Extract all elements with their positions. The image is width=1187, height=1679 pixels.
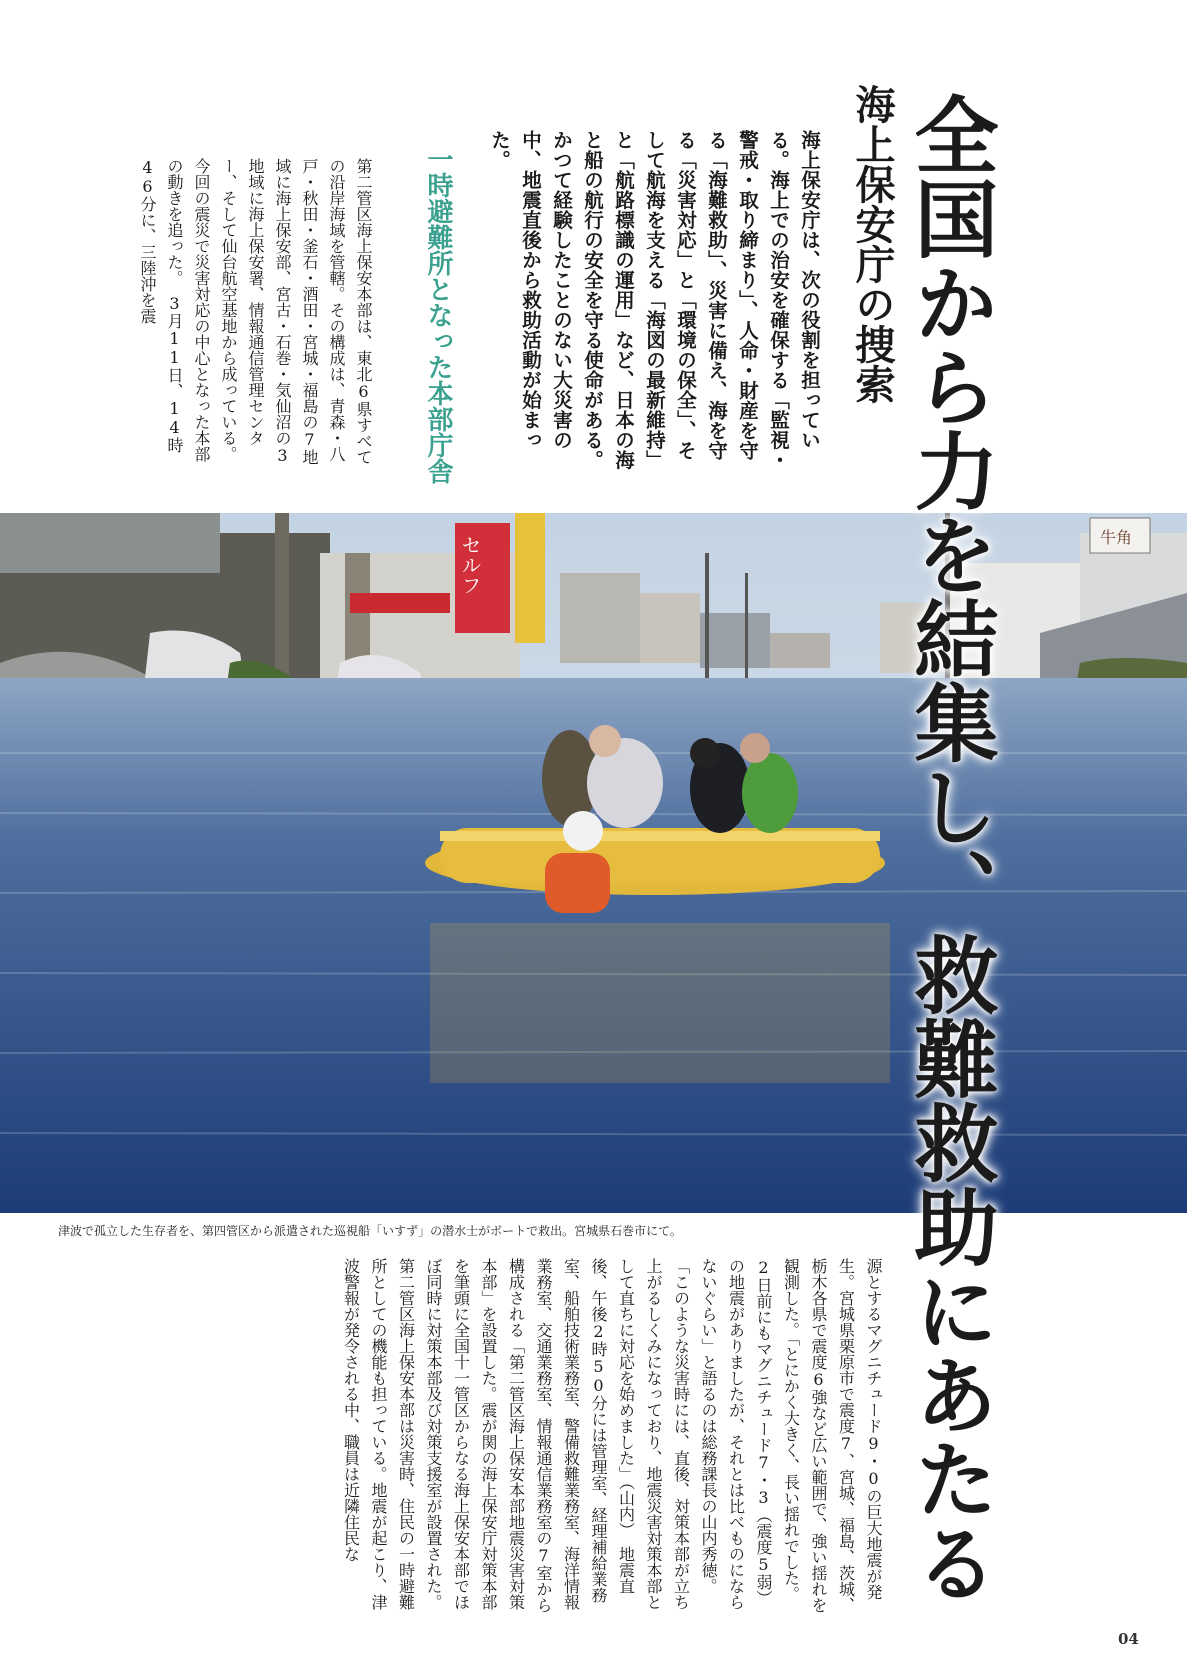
intro-paragraph: 第二管区海上保安本部は、東北6県すべての沿岸海域を管轄。その構成は、青森・八戸・秋田・釜石・酒田・宮城・福島の7地域に海上保安部、宮古・石巻・気仙沼の3地域に海上保安署、情報通信管理センター、そして仙台航空基地から成っている。今回の震災で災害対応の中心となった本部の動きを追った。 3月11日、14時46分に、三陸沖を震: [138, 158, 373, 465]
shop-sign-text: 牛角: [1100, 528, 1133, 547]
page-number: 04: [1118, 1630, 1139, 1648]
body-paragraph: 源とするマグニチュード9・0の巨大地震が発生。宮城県栗原市で震度7、宮城、福島、茨城、栃木各県で震度6強など広い範囲で、強い揺れを観測した。「とにかく大きく、長い揺れでした。2日前にもマグニチュード7・3（震度5弱）の地震がありましたが、それとは比べものにならないぐらい」と語るのは総務課長の山内秀徳。「このような災害時には、直後、対策本部が立ち上がるしくみになっており、地震災害対策本部として直ちに対応を始めました」（山内） 地震直後、午後2時50分には管理室、経理補給業務室、船舶技術業務室、警備救難業務室、海洋情報業務室、交通業務室、情報通信業務室の7室から構成される「第二管区海上保安本部地震災害対策本部」を設置した。震が関の海上保安庁対策本部を筆頭に全国十一管区からなる海上保安本部でほぼ同時に対策本部及び対策支援室が設置された。 第二管区海上保安本部は災害時、住民の一時避難所としての機能も担っている。地震が起こり、津波警報が発令される中、職員は近隣住民な: [341, 1258, 883, 1618]
lead-paragraph: 海上保安庁は、次の役割を担っている。海上での治安を確保する「監視・警戒・取り締まり」、人命・財産を守る「海難救助」、災害に備え、海を守る「災害対応」と「環境の保全」、そして航海を支える「海図の最新維持」と「航路標識の運用」など、日本の海と船の航行の安全を守る使命がある。かつて経験したことのない大災害の中、地震直後から救助活動が始まった。: [488, 130, 821, 470]
section-heading: 一時避難所となった本部庁舎: [423, 146, 453, 484]
photo-caption: 津波で孤立した生存者を、第四管区から派遣された巡視船「いすず」の潜水士がボートで救出。宮城県石巻市にて。: [58, 1224, 682, 1238]
article-title: 全国から力を結集し、救難救助にあたる: [901, 92, 999, 1604]
selfu-sign-text: セルフ: [458, 535, 482, 595]
article-subtitle: 海上保安庁の捜索: [849, 84, 895, 404]
rescue-photo: [0, 513, 1187, 1213]
